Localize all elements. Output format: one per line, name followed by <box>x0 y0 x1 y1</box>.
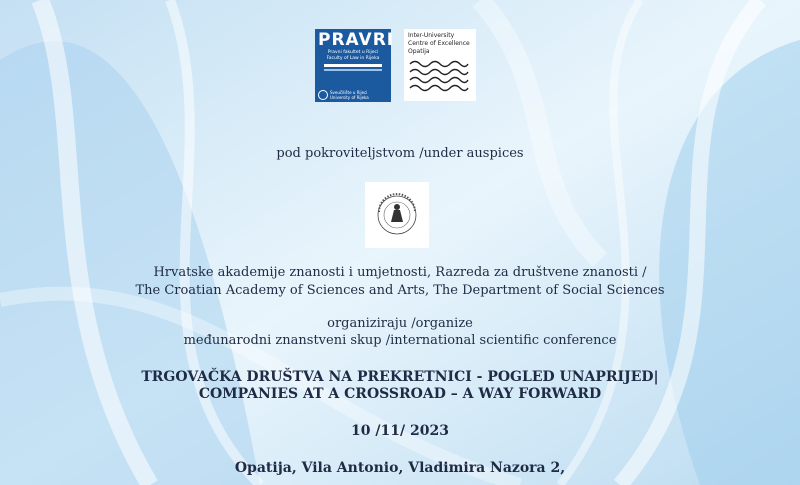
organize-text: organiziraju /organize <box>327 316 473 331</box>
pravri-brand: PRAVRI <box>318 30 395 50</box>
pravri-subtitle-hr: Pravni fakultet u Rijeci <box>327 50 379 55</box>
iuc-line-2: Centre of Excellence <box>408 40 470 47</box>
hazu-logo <box>365 182 429 248</box>
university-mark <box>318 90 369 100</box>
hazu-seal-icon <box>365 182 429 248</box>
conference-title-hr: TRGOVAČKA DRUŠTVA NA PREKRETNICI - POGLED UNAPRIJED| <box>141 369 659 385</box>
iuc-line-3: Opatija <box>408 48 430 55</box>
iuc-logo <box>404 29 476 101</box>
academy-name-en: The Croatian Academy of Sciences and Arts, The Department of Social Sciences <box>135 283 665 298</box>
iuc-line-1: Inter-University <box>408 32 455 39</box>
university-name-hr: Sveučilište u Rijeci <box>330 90 368 95</box>
conference-venue: Opatija, Vila Antonio, Vladimira Nazora 2, <box>234 460 566 476</box>
conference-date: 10 /11/ 2023 <box>351 423 449 439</box>
university-name-en: University of Rijeka <box>330 95 369 100</box>
pravri-bar <box>324 64 382 67</box>
university-crest-icon <box>318 90 328 100</box>
conference-title-en: COMPANIES AT A CROSSROAD – A WAY FORWARD <box>198 386 602 402</box>
conference-type-text: međunarodni znanstveni skup /international scientific conference <box>183 333 617 348</box>
pravri-bar-secondary <box>324 69 382 71</box>
waves-icon <box>408 58 470 92</box>
auspices-text: pod pokroviteljstvom /under auspices <box>276 146 524 161</box>
pravri-subtitle-en: Faculty of Law in Rijeka <box>326 56 380 61</box>
academy-name-hr: Hrvatske akademije znanosti i umjetnosti, Razreda za društvene znanosti / <box>153 265 647 280</box>
pravri-logo <box>315 29 395 102</box>
